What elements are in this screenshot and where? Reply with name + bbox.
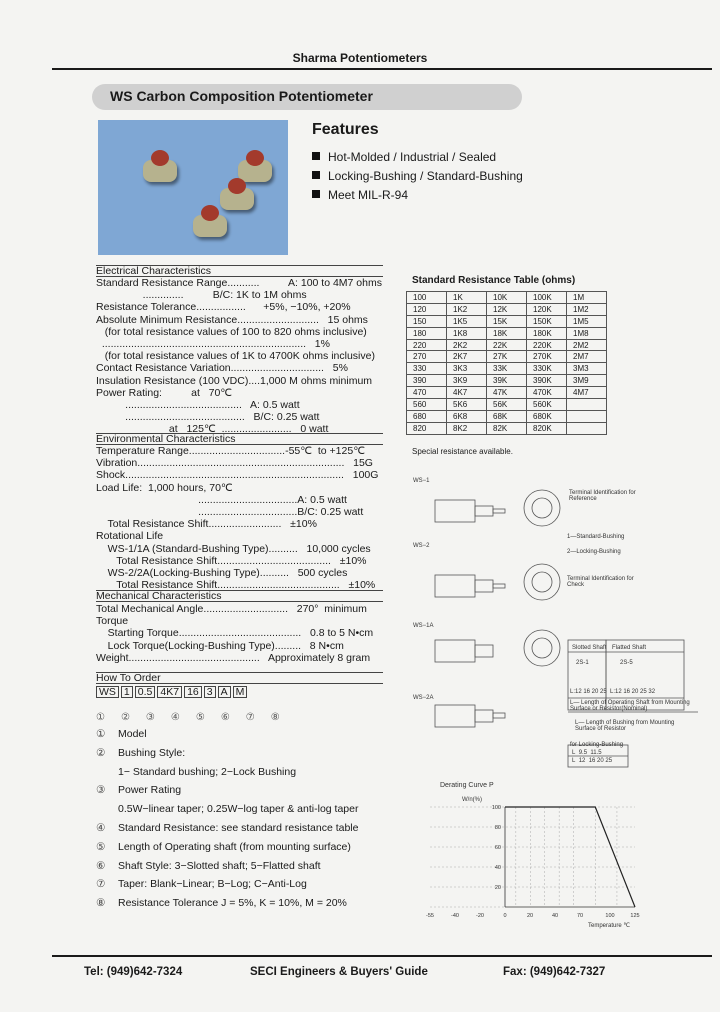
table-cell: 2M7	[567, 351, 607, 363]
order-item	[96, 784, 181, 796]
table-cell: 1M2	[567, 303, 607, 315]
order-item-text: 0.5W−linear taper; 0.25W−log taper & anti-log taper	[118, 803, 359, 816]
order-code-segment: A	[218, 686, 231, 698]
spec-line: Absolute Minimum Resistance............................ 15 ohms	[96, 313, 368, 326]
table-row	[407, 410, 607, 422]
table-row	[407, 292, 607, 304]
features-title: Features	[312, 121, 379, 138]
feature-item: Locking-Bushing / Standard-Bushing	[312, 169, 523, 183]
slotted-shaft-label: Slotted Shaft	[572, 645, 607, 651]
table-cell: 330	[407, 363, 447, 375]
std-bushing-note: 1—Standard-Bushing	[567, 534, 625, 540]
table-cell: 82K	[487, 422, 527, 434]
order-item	[96, 822, 358, 834]
spec-line: Rotational Life	[96, 530, 164, 543]
table-cell: 2K7	[447, 351, 487, 363]
order-code-segment: 3	[204, 686, 216, 698]
x-tick-label: 0	[503, 913, 507, 919]
table-cell: 220	[407, 339, 447, 351]
potentiometer-image	[238, 160, 272, 182]
potentiometer-image	[143, 160, 177, 182]
y-tick-label: 80	[494, 825, 501, 831]
drawing-front-view	[524, 490, 560, 526]
table-row	[407, 351, 607, 363]
table-cell: 820K	[527, 422, 567, 434]
footer-rule	[52, 955, 712, 957]
table-cell: 470	[407, 387, 447, 399]
table-cell: 100	[407, 292, 447, 304]
x-tick-label: -55	[426, 913, 434, 919]
spec-line: Power Rating: at 70℃	[96, 386, 233, 399]
table-row	[407, 363, 607, 375]
locking-table-row: L 9.5 11.5	[572, 750, 602, 756]
terminal-note-check: Terminal Identification for Check	[567, 576, 634, 588]
order-item-text: Model	[118, 728, 147, 740]
drawing-label: WS−2	[413, 543, 430, 549]
x-tick-label: 100	[605, 913, 615, 919]
spec-line: (for total resistance values of 1K to 4700K ohms inclusive)	[96, 350, 375, 363]
order-code-segment: 16	[184, 686, 202, 698]
table-cell: 2M2	[567, 339, 607, 351]
slotted-shaft-code: 2S-1	[576, 660, 589, 666]
spec-line: Lock Torque(Locking-Bushing Type)......... 8 N•cm	[96, 639, 344, 652]
table-cell: 47K	[487, 387, 527, 399]
spec-line: WS-1/1A (Standard-Bushing Type).......... 10,000 cycles	[96, 542, 371, 555]
spec-line: ..................................A: 0.5 watt	[96, 493, 347, 506]
spec-line: Total Mechanical Angle............................. 270° minimum	[96, 603, 367, 615]
table-cell: 220K	[527, 339, 567, 351]
spec-line: Total Resistance Shift......................... ±10%	[96, 518, 317, 531]
spec-line: Standard Resistance Range........... A: 100 to 4M7 ohms	[96, 277, 382, 289]
potentiometer-image	[220, 188, 254, 210]
table-cell: 68K	[487, 410, 527, 422]
spec-line: ........................................ A: 0.5 watt	[96, 399, 300, 411]
table-row	[407, 399, 607, 411]
x-tick-label: 125	[630, 913, 640, 919]
spec-line: Load Life: 1,000 hours, 70℃	[96, 481, 233, 494]
table-cell: 39K	[487, 375, 527, 387]
order-code-segment: 4K7	[157, 686, 182, 698]
order-code-indices: ①②③④⑤⑥⑦⑧	[96, 712, 296, 723]
table-cell: 1K5	[447, 315, 487, 327]
table-cell: 2K2	[447, 339, 487, 351]
order-item-text: Bushing Style:	[118, 746, 186, 759]
table-row	[407, 303, 607, 315]
y-tick-label: 60	[494, 845, 501, 851]
order-item	[96, 728, 147, 740]
order-code	[96, 686, 249, 698]
terminal-note: Terminal Identification for Reference	[569, 490, 636, 502]
y-tick-label: 40	[494, 865, 501, 871]
table-row	[407, 315, 607, 327]
order-item	[96, 747, 185, 759]
table-cell: 180	[407, 327, 447, 339]
table-cell: 180K	[527, 327, 567, 339]
derating-title: Derating Curve P	[440, 782, 494, 789]
table-row	[407, 375, 607, 387]
spec-line: at 125℃ ........................ 0 watt	[96, 423, 329, 436]
table-cell: 560K	[527, 399, 567, 411]
table-cell: 390	[407, 375, 447, 387]
footer-guide: SECI Engineers & Buyers' Guide	[250, 966, 428, 978]
flatted-shaft-label: Flatted Shaft	[612, 645, 647, 651]
order-code-segment: 0.5	[135, 686, 156, 698]
table-cell: 1K	[447, 292, 487, 304]
order-item	[96, 897, 347, 909]
table-cell: 3M9	[567, 375, 607, 387]
table-cell: 3M3	[567, 363, 607, 375]
order-item-text: Taper: Blank−Linear; B−Log; C−Anti-Log	[118, 878, 307, 891]
table-cell: 1M5	[567, 315, 607, 327]
x-tick-label: -20	[476, 913, 484, 919]
table-cell: 3K3	[447, 363, 487, 375]
locking-table-title: for Locking-Bushing	[570, 742, 624, 748]
table-cell: 33K	[487, 363, 527, 375]
x-tick-label: 70	[576, 913, 584, 919]
table-cell: 390K	[527, 375, 567, 387]
potentiometer-image	[193, 215, 227, 237]
table-cell	[567, 422, 607, 434]
drawing-label: WS−1	[413, 478, 430, 484]
table-cell: 1M8	[567, 327, 607, 339]
order-item	[96, 766, 296, 778]
spec-line: Insulation Resistance (100 VDC)....1,000 M ohms minimum	[96, 374, 373, 387]
x-tick-label: 20	[526, 913, 534, 919]
table-cell: 560	[407, 399, 447, 411]
order-item-text: Power Rating	[118, 784, 182, 797]
table-cell: 150K	[527, 315, 567, 327]
table-cell: 680K	[527, 410, 567, 422]
table-cell: 1M	[567, 292, 607, 304]
x-tick-label: 40	[551, 913, 559, 919]
spec-line: Torque	[96, 615, 129, 628]
order-item-index: ①	[96, 728, 106, 740]
table-row	[407, 339, 607, 351]
order-item	[96, 841, 351, 853]
order-item-text: Length of Operating shaft (from mounting surface)	[118, 840, 351, 853]
footer-fax: Fax: (949)642-7327	[503, 966, 606, 978]
order-item	[96, 878, 307, 890]
table-cell: 120K	[527, 303, 567, 315]
lock-bushing-note: 2—Locking-Bushing	[567, 549, 621, 555]
mechanical-heading: Mechanical Characteristics	[96, 590, 383, 602]
table-cell: 12K	[487, 303, 527, 315]
drawing-label: WS−2A	[413, 695, 434, 701]
derating-ylabel: W/n(%)	[462, 797, 482, 803]
table-cell: 4M7	[567, 387, 607, 399]
order-item-text: Shaft Style: 3−Slotted shaft; 5−Flatted shaft	[118, 859, 321, 872]
table-cell: 18K	[487, 327, 527, 339]
order-code-segment: M	[233, 686, 248, 698]
feature-item: Hot-Molded / Industrial / Sealed	[312, 150, 496, 164]
spec-line: Shock........................................................................... 100G	[96, 469, 379, 482]
spec-line: Resistance Tolerance................. +5%, −10%, +20%	[96, 301, 351, 314]
drawing-label: WS−1A	[413, 623, 434, 629]
derating-series-line	[505, 807, 635, 907]
order-item-text: Resistance Tolerance J = 5%, K = 10%, M = 20%	[118, 897, 347, 910]
table-cell: 27K	[487, 351, 527, 363]
locking-table-row: L 12 16 20 25	[572, 758, 613, 764]
spec-line: Weight............................................. Approximately 8 gram	[96, 651, 371, 664]
spec-line: Total Resistance Shift.......................................... ±10%	[96, 579, 376, 592]
bullet-square-icon	[312, 190, 320, 198]
table-cell	[567, 410, 607, 422]
spec-line: ..................................B/C: 0.25 watt	[96, 506, 364, 518]
bullet-square-icon	[312, 152, 320, 160]
company-header: Sharma Potentiometers	[292, 51, 428, 65]
table-row	[407, 422, 607, 434]
table-cell: 4K7	[447, 387, 487, 399]
order-code-segment: WS	[96, 686, 119, 698]
drawing-bushing	[475, 506, 493, 516]
table-cell: 270K	[527, 351, 567, 363]
shaft-length-note: L— Length of Operating Shaft from Mounting Surface or Resistor(Nominal)	[570, 700, 690, 712]
table-cell: 150	[407, 315, 447, 327]
electrical-heading: Electrical Characteristics	[96, 265, 383, 277]
slotted-lengths: L:12 16 20 25	[570, 689, 607, 695]
spec-line: ...................................................................... 1%	[96, 338, 330, 350]
table-cell: 22K	[487, 339, 527, 351]
order-item-index: ⑤	[96, 840, 106, 853]
table-row	[407, 387, 607, 399]
flatted-shaft-code: 2S-5	[620, 660, 633, 666]
flatted-lengths: L:12 16 20 25 32	[610, 689, 656, 695]
spec-line: Contact Resistance Variation................................ 5%	[96, 362, 348, 375]
table-cell: 15K	[487, 315, 527, 327]
table-cell: 1K8	[447, 327, 487, 339]
order-item	[96, 803, 358, 815]
table-cell: 1K2	[447, 303, 487, 315]
table-cell: 10K	[487, 292, 527, 304]
order-item-index: ②	[96, 746, 106, 759]
derating-xlabel: Temperature ℃	[588, 923, 631, 929]
product-photo	[98, 120, 288, 255]
resistance-table	[406, 291, 607, 435]
order-item-index: ⑥	[96, 859, 106, 872]
drawing-shaft	[493, 509, 505, 513]
order-item	[96, 860, 321, 872]
page-title: WS Carbon Composition Potentiometer	[110, 88, 373, 104]
table-cell: 270	[407, 351, 447, 363]
table-cell: 120	[407, 303, 447, 315]
table-cell: 8K2	[447, 422, 487, 434]
table-cell: 100K	[527, 292, 567, 304]
y-tick-label: 20	[494, 885, 501, 891]
bushing-length-note: L— Length of Bushing from Mounting Surface of Resistor	[575, 720, 675, 732]
spec-line: (for total resistance values of 100 to 820 ohms inclusive)	[96, 325, 367, 338]
order-item-index: ⑧	[96, 897, 106, 910]
spec-line: Temperature Range.................................-55℃ to +125℃	[96, 445, 365, 457]
footer-tel: Tel: (949)642-7324	[84, 966, 183, 978]
table-cell: 330K	[527, 363, 567, 375]
order-item-index: ⑦	[96, 878, 106, 891]
order-item-index: ④	[96, 822, 106, 834]
table-cell: 820	[407, 422, 447, 434]
header-rule	[52, 68, 712, 70]
spec-line: Starting Torque.......................................... 0.8 to 5 N•cm	[96, 627, 374, 640]
order-item-index: ③	[96, 784, 106, 797]
order-code-segment: 1	[121, 686, 133, 698]
table-cell: 3K9	[447, 375, 487, 387]
table-cell: 56K	[487, 399, 527, 411]
environmental-heading: Environmental Characteristics	[96, 433, 383, 445]
order-item-text: Standard Resistance: see standard resistance table	[118, 822, 359, 834]
x-tick-label: -40	[451, 913, 459, 919]
spec-line: Vibration....................................................................... 15G	[96, 457, 373, 470]
resistance-table-title: Standard Resistance Table (ohms)	[412, 275, 576, 286]
bullet-square-icon	[312, 171, 320, 179]
feature-item: Meet MIL-R-94	[312, 188, 408, 202]
resistance-table-note: Special resistance available.	[412, 447, 513, 456]
table-cell: 680	[407, 410, 447, 422]
spec-line: WS-2/2A(Locking-Bushing Type).......... 500 cycles	[96, 567, 348, 579]
spec-line: ......................................... B/C: 0.25 watt	[96, 411, 320, 424]
derating-chart	[425, 795, 655, 935]
order-heading: How To Order	[96, 672, 383, 684]
table-row	[407, 327, 607, 339]
order-item-text: 1− Standard bushing; 2−Lock Bushing	[118, 765, 297, 778]
table-cell: 470K	[527, 387, 567, 399]
table-cell: 5K6	[447, 399, 487, 411]
drawing-body	[435, 500, 475, 522]
table-cell	[567, 399, 607, 411]
title-banner	[92, 84, 522, 110]
spec-line: .............. B/C: 1K to 1M ohms	[96, 289, 307, 302]
table-cell: 6K8	[447, 410, 487, 422]
spec-line: Total Resistance Shift....................................... ±10%	[96, 554, 367, 567]
y-tick-label: 100	[491, 805, 501, 811]
